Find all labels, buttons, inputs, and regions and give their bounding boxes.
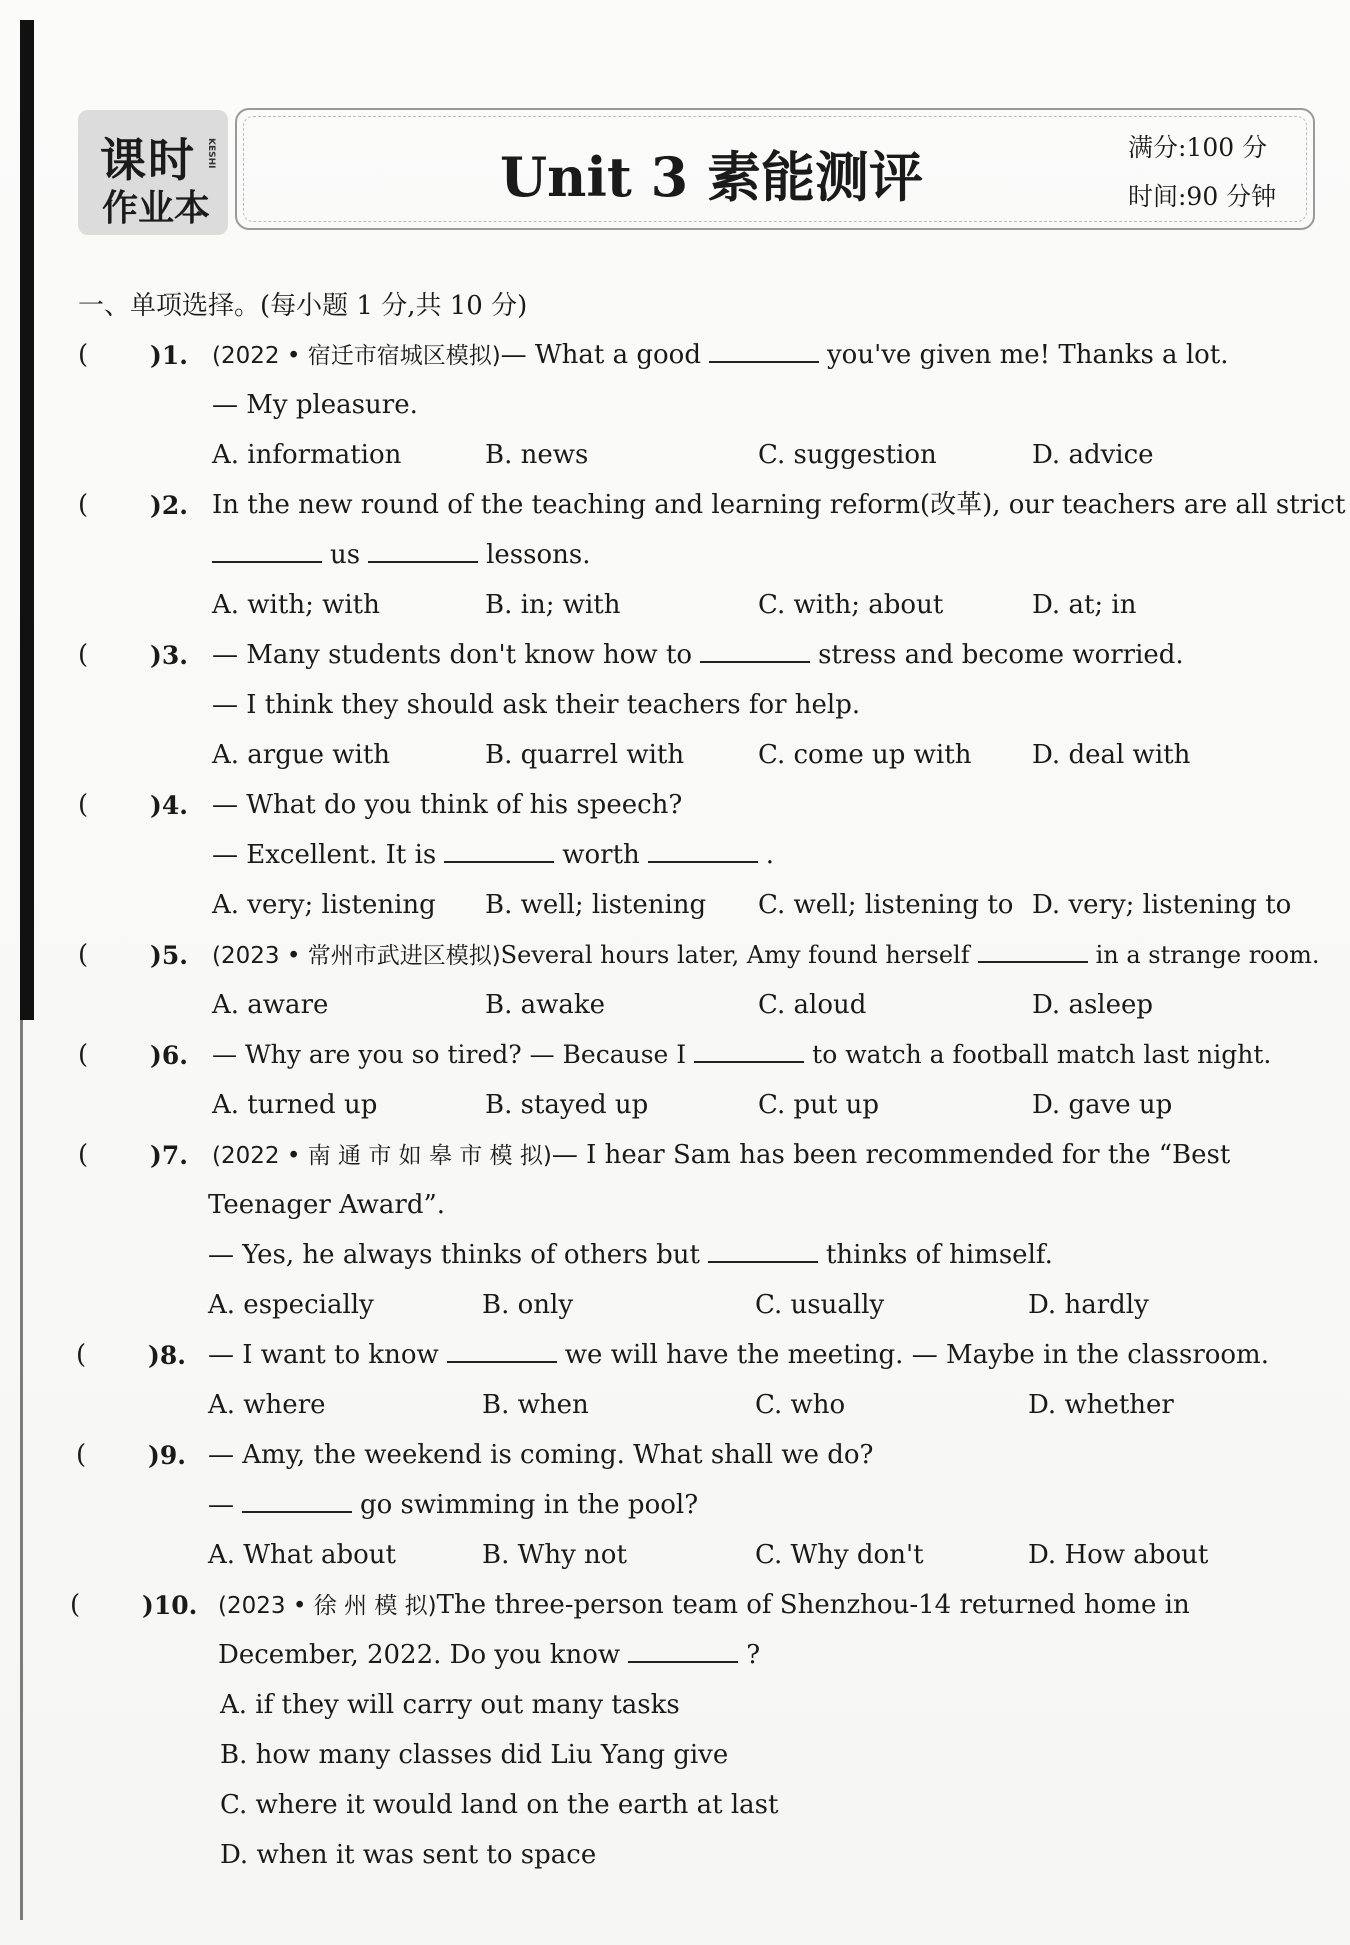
answer-blank[interactable] — [368, 543, 478, 563]
answer-paren[interactable]: ( — [78, 790, 89, 820]
option-c[interactable]: C. with; about — [758, 590, 944, 620]
question-line: (2023 • 徐 州 模 拟)The three-person team of Shenzhou-14 returned home in — [218, 1590, 1190, 1620]
question-number: )6. — [150, 1041, 188, 1070]
question-number: )1. — [150, 341, 188, 370]
question-line: — I want to know we will have the meeting. — Maybe in the classroom. — [208, 1340, 1269, 1370]
question-number: )3. — [150, 641, 188, 670]
answer-blank[interactable] — [242, 1493, 352, 1513]
answer-paren[interactable]: ( — [78, 490, 89, 520]
option-b[interactable]: B. quarrel with — [485, 740, 685, 770]
option-b[interactable]: B. well; listening — [485, 890, 707, 920]
option-c[interactable]: C. suggestion — [758, 440, 937, 470]
time-limit-label: 时间:90 分钟 — [1128, 182, 1277, 211]
answer-paren[interactable]: ( — [78, 640, 89, 670]
logo-line2: 作业本 — [102, 188, 211, 229]
binding-edge — [20, 20, 34, 1020]
option-a[interactable]: A. if they will carry out many tasks — [220, 1690, 680, 1720]
option-b[interactable]: B. in; with — [485, 590, 621, 620]
option-a[interactable]: A. turned up — [212, 1090, 378, 1120]
section-title: 一、单项选择。(每小题 1 分,共 10 分) — [78, 291, 528, 321]
question-source: (2022 • 南 通 市 如 皋 市 模 拟) — [212, 1143, 552, 1169]
option-d[interactable]: D. How about — [1028, 1540, 1209, 1570]
question-number: )9. — [148, 1441, 186, 1470]
answer-paren[interactable]: ( — [78, 940, 89, 970]
answer-paren[interactable]: ( — [70, 1590, 81, 1620]
question-number: )2. — [150, 491, 188, 520]
option-a[interactable]: A. information — [212, 440, 402, 470]
option-d[interactable]: D. when it was sent to space — [220, 1840, 597, 1870]
answer-blank[interactable] — [708, 1243, 818, 1263]
question-line: In the new round of the teaching and learning reform(改革), our teachers are all strict — [212, 490, 1346, 520]
answer-blank[interactable] — [978, 943, 1088, 963]
option-c[interactable]: C. usually — [755, 1290, 885, 1320]
question-line: — Excellent. It is worth . — [212, 840, 775, 870]
brand-logo — [78, 110, 228, 235]
answer-blank[interactable] — [212, 543, 322, 563]
option-a[interactable]: A. where — [208, 1390, 326, 1420]
answer-paren[interactable]: ( — [76, 1440, 87, 1470]
option-c[interactable]: C. aloud — [758, 990, 867, 1020]
option-d[interactable]: D. deal with — [1032, 740, 1191, 770]
question-line: (2023 • 常州市武进区模拟)Several hours later, Amy found herself in a strange room. — [212, 941, 1320, 969]
question-line: — Amy, the weekend is coming. What shall we do? — [208, 1440, 874, 1470]
question-source: (2023 • 常州市武进区模拟) — [212, 943, 501, 969]
option-d[interactable]: D. hardly — [1028, 1290, 1149, 1320]
answer-paren[interactable]: ( — [78, 340, 89, 370]
question-line: Teenager Award”. — [208, 1190, 446, 1220]
option-d[interactable]: D. at; in — [1032, 590, 1137, 620]
option-d[interactable]: D. whether — [1028, 1390, 1174, 1420]
option-a[interactable]: A. aware — [212, 990, 329, 1020]
question-line: — I think they should ask their teachers for help. — [212, 690, 861, 720]
option-c[interactable]: C. Why don't — [755, 1540, 924, 1570]
option-d[interactable]: D. very; listening to — [1032, 890, 1292, 920]
question-number: )10. — [142, 1591, 198, 1620]
question-number: )4. — [150, 791, 188, 820]
logo-line1: 课时 — [100, 133, 196, 187]
option-c[interactable]: C. where it would land on the earth at last — [220, 1790, 779, 1820]
question-line: (2022 • 宿迁市宿城区模拟)— What a good you've given me! Thanks a lot. — [212, 340, 1229, 370]
question-line: — What do you think of his speech? — [212, 790, 683, 820]
answer-blank[interactable] — [447, 1343, 557, 1363]
option-b[interactable]: B. only — [482, 1290, 574, 1320]
binding-edge-shadow — [20, 1020, 23, 1920]
option-a[interactable]: A. What about — [208, 1540, 396, 1570]
question-line: — Yes, he always thinks of others but thinks of himself. — [208, 1240, 1053, 1270]
answer-blank[interactable] — [628, 1643, 738, 1663]
option-d[interactable]: D. asleep — [1032, 990, 1154, 1020]
option-c[interactable]: C. put up — [758, 1090, 879, 1120]
question-source: (2023 • 徐 州 模 拟) — [218, 1593, 437, 1619]
question-number: )7. — [150, 1141, 188, 1170]
question-line: December, 2022. Do you know ? — [218, 1640, 761, 1670]
answer-blank[interactable] — [694, 1043, 804, 1063]
question-number: )8. — [148, 1341, 186, 1370]
answer-blank[interactable] — [648, 843, 758, 863]
full-score-label: 满分:100 分 — [1128, 133, 1268, 162]
question-line: us lessons. — [204, 538, 591, 572]
answer-paren[interactable]: ( — [78, 1140, 89, 1170]
option-b[interactable]: B. awake — [485, 990, 606, 1020]
question-line: — My pleasure. — [212, 390, 418, 420]
option-d[interactable]: D. advice — [1032, 440, 1154, 470]
question-line: (2022 • 南 通 市 如 皋 市 模 拟)— I hear Sam has been recommended for the “Best — [212, 1140, 1231, 1170]
logo-tiny: KESHI — [206, 138, 216, 169]
option-d[interactable]: D. gave up — [1032, 1090, 1173, 1120]
answer-blank[interactable] — [700, 643, 810, 663]
answer-paren[interactable]: ( — [76, 1340, 87, 1370]
answer-paren[interactable]: ( — [78, 1040, 89, 1070]
option-c[interactable]: C. well; listening to — [758, 890, 1014, 920]
option-b[interactable]: B. news — [485, 440, 589, 470]
answer-blank[interactable] — [444, 843, 554, 863]
option-b[interactable]: B. when — [482, 1390, 589, 1420]
question-line: — go swimming in the pool? — [208, 1490, 699, 1520]
option-b[interactable]: B. Why not — [482, 1540, 627, 1570]
question-line: — Why are you so tired? — Because I to watch a football match last night. — [212, 1040, 1272, 1069]
option-a[interactable]: A. with; with — [212, 590, 380, 620]
option-c[interactable]: C. who — [755, 1390, 846, 1420]
option-a[interactable]: A. very; listening — [212, 890, 436, 920]
question-line: — Many students don't know how to stress and become worried. — [212, 640, 1184, 670]
answer-blank[interactable] — [709, 343, 819, 363]
question-source: (2022 • 宿迁市宿城区模拟) — [212, 343, 501, 369]
option-b[interactable]: B. how many classes did Liu Yang give — [220, 1740, 729, 1770]
option-a[interactable]: A. especially — [208, 1290, 374, 1320]
page-title: Unit 3 素能测评 — [500, 145, 923, 209]
option-a[interactable]: A. argue with — [212, 740, 391, 770]
question-number: )5. — [150, 941, 188, 970]
option-b[interactable]: B. stayed up — [485, 1090, 649, 1120]
option-c[interactable]: C. come up with — [758, 740, 972, 770]
